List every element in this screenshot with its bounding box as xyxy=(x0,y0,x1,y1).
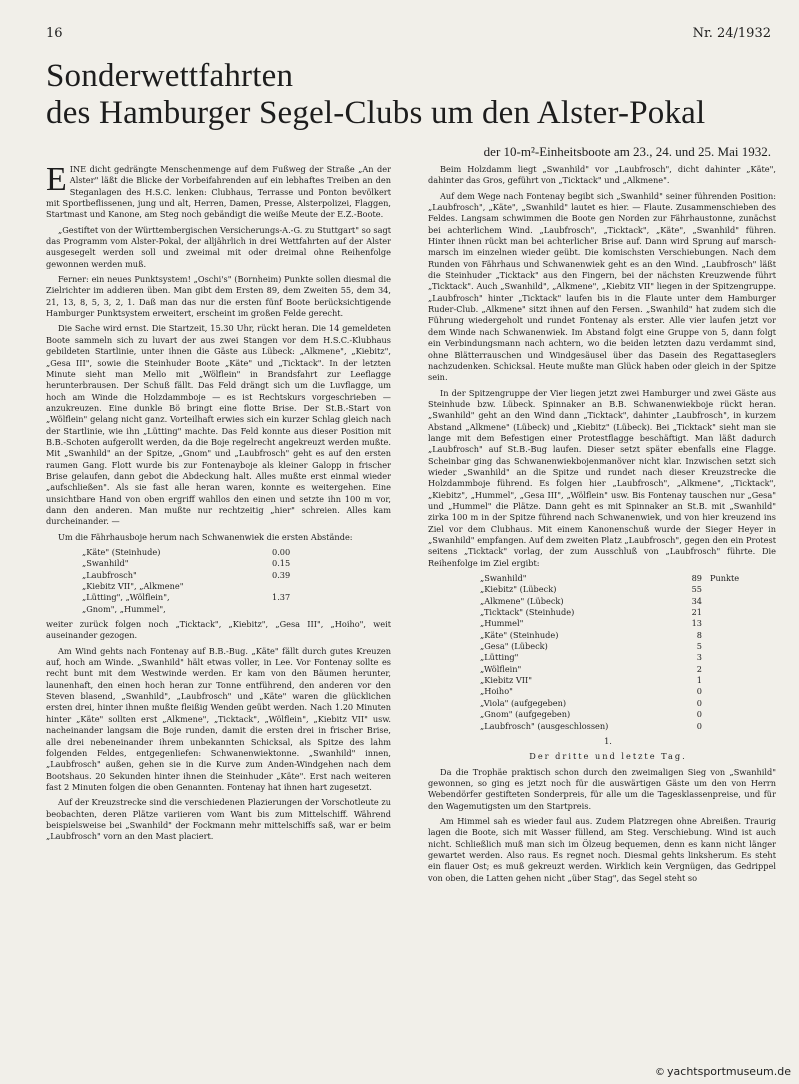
paragraph: weiter zurück folgen noch „Ticktack", „Kiebitz", „Gesa III", „Hoiho", weit auseinander gezogen. xyxy=(46,619,391,641)
table-row xyxy=(428,573,739,584)
title-line-2: des Hamburger Segel-Clubs um den Alster-Pokal xyxy=(46,95,706,131)
boat-name: „Käte" (Steinhude) xyxy=(82,547,161,557)
paragraph: „Gestiftet von der Württembergischen Versicherungs-A.-G. zu Stuttgart" so sagt das Programm vom Alster-Pokal, der alljährlich in drei Wettfahrten auf der Alster ausgesegelt werden soll und zweimal mit oder dreimal ohne Reihenfolge gewonnen werden muß. xyxy=(46,224,391,269)
boat-name: „Viola" (aufgegeben) xyxy=(480,697,567,708)
paragraph: Auf der Kreuzstrecke sind die verschiedenen Plazierungen der Vorschotleute zu beobachten, deren Plätze variieren vom Want bis zum Mittelschiff. Während beispielsweise bei „Swanhild" der Fockmann mehr mittelschiffs saß, war er beim „Laubfrosch" vorn an den Mast placiert. xyxy=(46,797,391,842)
table-row xyxy=(428,686,739,697)
points-value: 0 xyxy=(696,697,702,708)
boat-name: „Kiebitz VII", „Alkmene" xyxy=(82,581,184,592)
boat-name: „Ticktack" (Steinhude) xyxy=(480,607,575,618)
drop-cap: E xyxy=(46,164,67,198)
boat-name: „Laubfrosch" (ausgeschlossen) xyxy=(480,720,609,731)
table-row xyxy=(46,547,332,558)
left-column xyxy=(46,164,391,1064)
table-row xyxy=(428,675,739,686)
distance-value xyxy=(272,581,332,592)
boat-name: „Gesa" (Lübeck) xyxy=(480,641,548,652)
table-row xyxy=(428,641,739,652)
points-value: 21 xyxy=(691,607,702,618)
section-heading: Der dritte und letzte Tag. xyxy=(529,751,687,762)
paragraph: Auf dem Wege nach Fontenay begibt sich „Swanhild" seiner führenden Position: „Laubfrosch", „Käte", „Swanhild" lautet es hier. — Flaute. Zusammenschieben des Feldes. Langsam schwimmen die Boote gen Norden zur Fährhaustonne, zunächst bei achterlichem Wind. „Laubfrosch", „Ticktack", „Käte", „Swanhild" führen. Hinter ihnen rückt man bei achterlicher Brise auf. Dann wird Sprung auf marsch-marsch im einzelnen wieder geübt. Die komischsten Verschiebungen. Nach dem Runden von Fährhaus und Schwanenwiek geht es an den Wind. „Laubfrosch" läßt die Steinhuder „Ticktack" aus den Fingern, bei der nächsten Kreuzwende führt „Ticktack". Auch „Swanhild", „Alkmene", „Kiebitz VII" liegen in der Spitzengruppe. „Laubfrosch" hinter „Ticktack" laufen bis in die Flaute unter dem Hamburger Ruder-Club. „Alkmene" sitzt ihnen auf den Fersen. „Swanhild" hat zudem sich die Führung wiedergeholt und rundet Fontenay als erster. Alle vier laufen jetzt vor dem Winde nach Schwanenwiek. Im Abstand folgt eine Gruppe von 5, dann folgt ein Verbindungsmann nach achtern, wo die beiden letzten dazu verdammt sind, ohne Blätterrauschen und Windgesäusel über das Dasein des Regattaseglers nachzudenken. Schicksal. Heute mußte man Glück haben oder gleich in der Spitze sein. xyxy=(428,190,776,383)
section-number: 1. xyxy=(604,735,612,746)
paragraph: Ferner: ein neues Punktsystem! „Oschi's" (Bornheim) Punkte sollen diesmal die Zielrichter im addieren üben. Man gibt dem Ersten 89, dem Zweiten 55, dem 34, 21, 13, 8, 5, 3, 2, 1. Daß man das nur die ersten fünf Boote berücksichtigende Hamburger Punktsystem erweitert, erscheint im großen Felde gerecht. xyxy=(46,274,391,319)
results-table xyxy=(428,573,739,732)
boat-name: „Swanhild" xyxy=(480,573,527,584)
table-row xyxy=(428,618,739,629)
points-value: 55 xyxy=(691,584,702,595)
table-row xyxy=(428,584,739,595)
distance-value: 1.37 xyxy=(272,592,291,603)
paragraph: Am Wind gehts nach Fontenay auf B.B.-Bug. „Käte" fällt durch gutes Kreuzen auf, hoch am Winde. „Swanhild" hält etwas voller, in Lee. Vor Fontenay sollte es recht bunt mit dem Westwinde werden. Er kam von den Bäumen herunter, launenhaft, den einen hoch heran zur Tonne entführend, den anderen vor den Steven blasend, „Swanhild", „Laubfrosch" und „Käte" waren die glücklichen ersten drei, hinter ihnen mußte fleißig Wenden geübt werden. Nach 1.20 Minuten hinter „Käte" sollten erst „Alkmene", „Ticktack", „Wölflein", „Kiebitz VII" usw. nacheinander langsam die Boje runden, damit die ersten drei in frischer Brise, alle drei nebeneinander ihrem unbekannten Schicksal, als Spitze des lahm folgenden Feldes, entgegenliefen: Schwanenwiektonne. „Swanhild" innen, „Laubfrosch" außen, gehen sie in die Kurve zum Anden-Windgehen nach dem Bootshaus. 20 Sekunden hinter ihnen die Steinhuder „Käte". Erst nach weiteren fast 2 Minuten folgen die oben Genannten. Fontenay hat ihnen hart zugesetzt. xyxy=(46,645,391,792)
points-value: 2 xyxy=(696,663,702,674)
table-row xyxy=(428,664,739,675)
boat-name: „Hummel" xyxy=(480,618,524,629)
boat-name: „Kiebitz" (Lübeck) xyxy=(480,584,557,595)
points-value: 34 xyxy=(691,595,702,606)
points-value: 0 xyxy=(696,709,702,720)
distances-table xyxy=(46,547,332,615)
article-subtitle: der 10-m²-Einheitsboote am 23., 24. und 25. Mai 1932. xyxy=(483,144,771,159)
table-row xyxy=(428,721,739,732)
boat-name: „Laubfrosch" xyxy=(82,569,137,580)
boat-name: „Lütting" xyxy=(480,652,519,663)
boat-name: „Hoiho" xyxy=(480,686,513,697)
table-row xyxy=(46,581,332,592)
table-row xyxy=(46,558,332,569)
distance-value xyxy=(272,604,332,615)
table-row xyxy=(428,596,739,607)
title-line-1: Sonderwettfahrten xyxy=(46,58,294,94)
paragraph: Da die Trophäe praktisch schon durch den zweimaligen Sieg von „Swanhild" gewonnen, so ging es jetzt noch für die auswärtigen Gäste um den von Herrn Webendörfer gestifteten Sonderpreis, für alle um die Tagesklassenpreise, und für den Wagemutigsten um den Startpreis. xyxy=(428,766,776,811)
boat-name: „Käte" (Steinhude) xyxy=(480,629,559,640)
table-row xyxy=(428,698,739,709)
table-row xyxy=(46,592,332,603)
points-value: 0 xyxy=(696,686,702,697)
distance-value: 0.00 xyxy=(272,547,291,557)
boat-name: „Gnom" (aufgegeben) xyxy=(480,709,571,720)
points-value: 13 xyxy=(691,618,702,629)
points-unit: Punkte xyxy=(710,573,740,584)
table-row xyxy=(46,570,332,581)
table-row xyxy=(428,652,739,663)
paragraph: Beim Holzdamm liegt „Swanhild" vor „Laubfrosch", dicht dahinter „Käte", dahinter das Gros, geführt von „Ticktack" und „Alkmene". xyxy=(428,164,776,186)
watermark xyxy=(653,1065,793,1078)
copyright-icon: © xyxy=(655,1067,666,1078)
article-title xyxy=(46,58,776,132)
paragraph: Am Himmel sah es wieder faul aus. Zudem Platzregen ohne Abreißen. Traurig lagen die Boote, sich mit Wasser füllend, am Steg. Verschiebung. Wind ist auch nicht. Schließlich muß man sich im Ölzeug bequemen, denn es kann nicht länger gewartet werden. Also raus. Es regnet noch. Diesmal gehts linksherum. Es steht ein flauer Ost; es muß gekreuzt werden. Wirklich kein Vergnügen, das Gedrippel von oben, die Latten gehen nicht „über Stag", das Segel steht so xyxy=(428,815,776,883)
boat-name: „Gnom", „Hummel", xyxy=(82,603,166,614)
boat-name: „Swanhild" xyxy=(82,558,129,569)
paragraph: Die Sache wird ernst. Die Startzeit, 15.30 Uhr, rückt heran. Die 14 gemeldeten Boote sammeln sich zu luvart der aus zwei Stangen vor dem H.S.C.-Klubhaus gebildeten Startlinie, unter ihnen die Gäste aus Lübeck: „Alkmene", „Kiebitz", „Gesa III", sowie die Steinhuder Boote „Käte" und „Ticktack". In der letzten Minute sieht man Mello mit „Wölflein" in Brandsfahrt zur Leeflagge herunterbrausen. Der Schuß fällt. Das Feld drängt sich um die Luvflagge, um hoch am Winde die Holzdammboje — es ist Rechtskurs vorgeschrieben — anzukreuzen. Eine dunkle Bö bringt eine flotte Brise. Der St.B.-Start von „Wölflein" gelang nicht ganz. Vorteilhaft erwies sich ein kurzer Schlag gleich nach der Startlinie, wie ihn „Lütting" machte. Das Feld konnte aus dieser Position mit B.B.-Schoten aufgerollt werden, da die Boje regelrecht angekreuzt werden mußte. Mit „Swanhild" an der Spitze, „Gnom" und „Laubfrosch" geht es auf den ersten raumen Gang. Flott wurde bis zur Fontenayboje als kleiner Galopp in frischer Brise gelaufen, dann gebot die Abdeckung halt. Alles mußte erst einmal wieder „aufschließen". Als sie fast alle heran waren, konnte es weitergehen. Eine unsichtbare Hand von oben ergriff wahllos den einen und setzte ihn 100 m vor, dann den anderen. Man mußte nur rechtzeitig „hier" schreien. Alles kam durcheinander. — xyxy=(46,323,391,527)
table-row xyxy=(428,607,739,618)
paragraph: In der Spitzengruppe der Vier liegen jetzt zwei Hamburger und zwei Gäste aus Steinhude bzw. Lübeck. Spinnaker an B.B. Schwanenwiekboje rückt heran. „Swanhild" geht an den Wind dann „Ticktack", dahinter „Laubfrosch", in kurzem Abstand „Alkmene" (Lübeck) und „Kiebitz" (Lübeck). Bei „Ticktack" sieht man sie lange mit dem Befestigen einer Protestflagge beschäftigt. Man läßt dadurch „Laubfrosch" auf St.B.-Bug laufen. Dieser setzt später ebenfalls eine Flagge. Scheinbar ging das Schwanenwiekbojenmanöver nicht klar. Inzwischen setzt sich wieder „Swanhild" an die Spitze und rundet nach dieser Kreuzstrecke die Holzdammboje führend. Es folgen hier „Laubfrosch", „Alkmene", „Ticktack", „Kiebitz", „Hummel", „Gesa III", „Wölflein" usw. Bis Fontenay tauschen nur „Gesa" und „Hummel" die Plätze. Dann geht es mit Spinnaker an St.B. mit „Swanhild" zirka 100 m in der Spitze führend nach Schwanenwiek, und von hier kreuzend ins Ziel vor dem Clubhaus. Mit einem Kanonenschuß wurde der Sieger Heyer in „Swanhild" empfangen. Auf dem zweiten Platz „Laubfrosch", gegen den ein Protest seitens „Ticktack" vorlag, der zum Ausschluß von „Laubfrosch" führte. Die Reihenfolge im Ziel ergibt: xyxy=(428,387,776,568)
points-value: 8 xyxy=(696,629,702,640)
boat-name: „Kiebitz VII" xyxy=(480,675,533,686)
points-value: 1 xyxy=(696,675,702,686)
points-value: 0 xyxy=(696,720,702,731)
distance-value: 0.15 xyxy=(272,558,291,569)
points-value: 3 xyxy=(696,652,702,663)
table-row xyxy=(428,630,739,641)
page-number: 16 xyxy=(46,26,63,41)
watermark-text: yachtsportmuseum.de xyxy=(667,1065,791,1078)
paragraph xyxy=(46,164,391,221)
paragraph: Um die Fährhausboje herum nach Schwanenwiek die ersten Abstände: xyxy=(58,531,353,542)
table-row xyxy=(428,709,739,720)
table-row xyxy=(46,604,332,615)
paragraph-text: INE dicht gedrängte Menschenmenge auf dem Fußweg der Straße „An der Alster" läßt die Blicke der Vorbeifahrenden auf ein lebhaftes Treiben an den Steganlagen des H.S.C. lenken: Clubhaus, Terrasse und Ponton bevölkert mit Sportbeflissenen, jung und alt, Herren, Damen, Presse, Alsterpolizei, Flaggen, Startmast und Kanone, am Steg noch gebändigt die weiße Meute der E.Z.-Boote. xyxy=(46,164,391,220)
points-value: 89 xyxy=(691,573,702,584)
boat-name: „Lütting", „Wölflein", xyxy=(82,592,170,603)
distance-value: 0.39 xyxy=(272,569,291,580)
boat-name: „Alkmene" (Lübeck) xyxy=(480,595,564,606)
points-value: 5 xyxy=(696,641,702,652)
boat-name: „Wölflein" xyxy=(480,663,522,674)
issue-number: Nr. 24/1932 xyxy=(692,26,771,41)
right-column xyxy=(428,164,776,1064)
